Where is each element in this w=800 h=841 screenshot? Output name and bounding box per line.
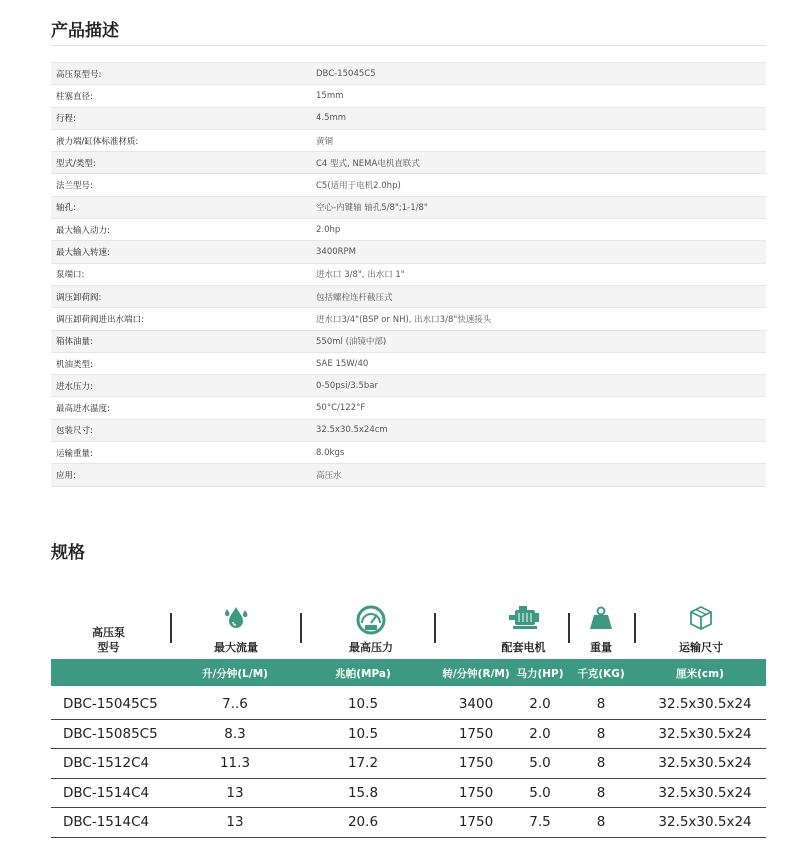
description-row — [51, 63, 766, 85]
cell-pressure: 15.8 — [347, 784, 379, 801]
table-row — [51, 808, 766, 838]
header-flow — [186, 577, 286, 659]
description-value: DBC-15045C5 — [316, 63, 766, 85]
description-value: 8.0kgs — [316, 442, 766, 464]
description-row — [51, 419, 766, 441]
unit-cm: 厘米(cm) — [676, 668, 724, 680]
cell-model: DBC-1514C4 — [63, 784, 150, 801]
header-separator — [634, 613, 636, 643]
description-value: 32.5x30.5x24cm — [316, 419, 766, 441]
specs-header — [51, 577, 766, 659]
header-separator — [170, 613, 172, 643]
description-key: 运输重量: — [51, 442, 316, 464]
description-value: SAE 15W/40 — [316, 352, 766, 374]
cell-hp: 2.0 — [529, 725, 551, 742]
description-key: 进水压力: — [51, 375, 316, 397]
description-value: 3400RPM — [316, 241, 766, 263]
description-key: 轴孔: — [51, 196, 316, 218]
description-row — [51, 464, 766, 486]
description-row — [51, 442, 766, 464]
cell-size: 32.5x30.5x24 — [658, 755, 752, 772]
description-value: C5(适用于电机2.0hp) — [316, 174, 766, 196]
cell-model: DBC-1512C4 — [63, 755, 150, 772]
table-row — [51, 720, 766, 750]
cell-flow: 7..6 — [222, 696, 248, 712]
cell-kg: 8 — [596, 725, 606, 742]
description-key: 调压卸荷阀进出水端口: — [51, 308, 316, 330]
unit-flow: 升/分钟(L/M) — [202, 668, 268, 680]
cell-rpm: 1750 — [458, 755, 494, 772]
cell-size: 32.5x30.5x24 — [658, 725, 752, 742]
description-row — [51, 308, 766, 330]
specs-unit-bar — [51, 659, 766, 686]
cell-hp: 5.0 — [529, 755, 551, 772]
description-row — [51, 219, 766, 241]
cell-flow: 11.3 — [219, 755, 251, 772]
cell-size: 32.5x30.5x24 — [658, 784, 752, 801]
cell-pressure: 20.6 — [347, 814, 379, 831]
header-pressure-label: 最高压力 — [349, 641, 393, 654]
specs-table — [51, 577, 766, 841]
cell-flow: 8.3 — [224, 725, 246, 742]
description-value: 高压水 — [316, 464, 766, 486]
header-weight-label: 重量 — [590, 641, 612, 654]
unit-hp: 马力(HP) — [516, 668, 564, 680]
description-key: 泵端口: — [51, 263, 316, 285]
description-row — [51, 85, 766, 107]
description-key: 机油类型: — [51, 352, 316, 374]
unit-pressure: 兆帕(MPa) — [335, 668, 391, 680]
cell-rpm: 1750 — [458, 814, 494, 831]
header-model-line2: 型号 — [97, 641, 120, 654]
cell-model: DBC-1514C4 — [63, 814, 150, 831]
header-model — [71, 577, 146, 659]
table-row — [51, 779, 766, 809]
water-drop-icon — [223, 605, 249, 631]
header-motor-label: 配套电机 — [501, 641, 546, 654]
description-row — [51, 241, 766, 263]
table-row — [51, 690, 766, 720]
description-value: 进水口3/4"(BSP or NH), 出水口3/8"快速接头 — [316, 308, 766, 330]
description-row — [51, 375, 766, 397]
specs-rows — [51, 690, 766, 838]
description-key: 型式/类型: — [51, 152, 316, 174]
description-row — [51, 107, 766, 129]
description-key: 高压泵型号: — [51, 63, 316, 85]
weight-icon — [588, 605, 614, 631]
header-pressure — [316, 577, 426, 659]
description-value: 550ml (油镜中部) — [316, 330, 766, 352]
cell-kg: 8 — [596, 814, 606, 831]
cell-size: 32.5x30.5x24 — [658, 696, 752, 712]
description-key: 柱塞直径: — [51, 85, 316, 107]
description-row — [51, 129, 766, 151]
cell-pressure: 17.2 — [347, 755, 379, 772]
description-key: 调压卸荷阀: — [51, 285, 316, 307]
cell-pressure: 10.5 — [347, 725, 379, 742]
cell-hp: 2.0 — [529, 696, 551, 712]
description-value: 包括螺栓连杆截压式 — [316, 285, 766, 307]
cell-model: DBC-15045C5 — [63, 696, 158, 712]
title-divider — [51, 45, 766, 46]
description-key: 最大输入转速: — [51, 241, 316, 263]
cell-rpm: 1750 — [458, 784, 494, 801]
description-row — [51, 263, 766, 285]
unit-rpm: 转/分钟(R/M) — [442, 668, 510, 680]
description-value: 0-50psi/3.5bar — [316, 375, 766, 397]
description-row — [51, 196, 766, 218]
cell-kg: 8 — [596, 755, 606, 772]
description-key: 箱体油量: — [51, 330, 316, 352]
description-key: 应用: — [51, 464, 316, 486]
description-key: 法兰型号: — [51, 174, 316, 196]
header-size-label: 运输尺寸 — [679, 641, 723, 654]
description-title: 产品描述 — [51, 21, 119, 41]
header-flow-label: 最大流量 — [214, 641, 258, 654]
description-value: 黄铜 — [316, 129, 766, 151]
unit-kg: 千克(KG) — [577, 668, 625, 680]
description-row — [51, 397, 766, 419]
header-separator — [568, 613, 570, 643]
cell-size: 32.5x30.5x24 — [658, 814, 752, 831]
cell-flow: 13 — [226, 784, 244, 801]
pressure-gauge-icon — [356, 605, 386, 635]
header-weight — [576, 577, 626, 659]
description-value: 15mm — [316, 85, 766, 107]
header-separator — [300, 613, 302, 643]
cell-model: DBC-15085C5 — [63, 725, 158, 742]
specs-title: 规格 — [51, 543, 85, 563]
description-row — [51, 174, 766, 196]
cell-kg: 8 — [596, 696, 606, 712]
cell-flow: 13 — [226, 814, 244, 831]
description-value: 50°C/122°F — [316, 397, 766, 419]
cell-kg: 8 — [596, 784, 606, 801]
header-size — [646, 577, 756, 659]
table-row — [51, 749, 766, 779]
description-row — [51, 352, 766, 374]
description-value: C4 型式, NEMA电机直联式 — [316, 152, 766, 174]
description-key: 行程: — [51, 107, 316, 129]
header-model-line1: 高压泵 — [92, 626, 125, 639]
description-value: 进水口 3/8", 出水口 1" — [316, 263, 766, 285]
description-value: 空心-内键轴 轴孔5/8";1-1/8" — [316, 196, 766, 218]
description-key: 包装尺寸: — [51, 419, 316, 441]
cell-pressure: 10.5 — [347, 696, 379, 712]
cell-rpm: 3400 — [458, 696, 494, 712]
cell-hp: 5.0 — [529, 784, 551, 801]
description-row — [51, 285, 766, 307]
description-key: 最大输入动力: — [51, 219, 316, 241]
description-key: 最高进水温度: — [51, 397, 316, 419]
description-row — [51, 152, 766, 174]
description-value: 4.5mm — [316, 107, 766, 129]
box-icon — [688, 605, 714, 631]
electric-motor-icon — [507, 605, 541, 631]
description-value: 2.0hp — [316, 219, 766, 241]
cell-rpm: 1750 — [458, 725, 494, 742]
description-table — [51, 62, 766, 487]
header-separator — [434, 613, 436, 643]
description-row — [51, 330, 766, 352]
cell-hp: 7.5 — [529, 814, 551, 831]
description-key: 液力端/缸体标准材质: — [51, 129, 316, 151]
